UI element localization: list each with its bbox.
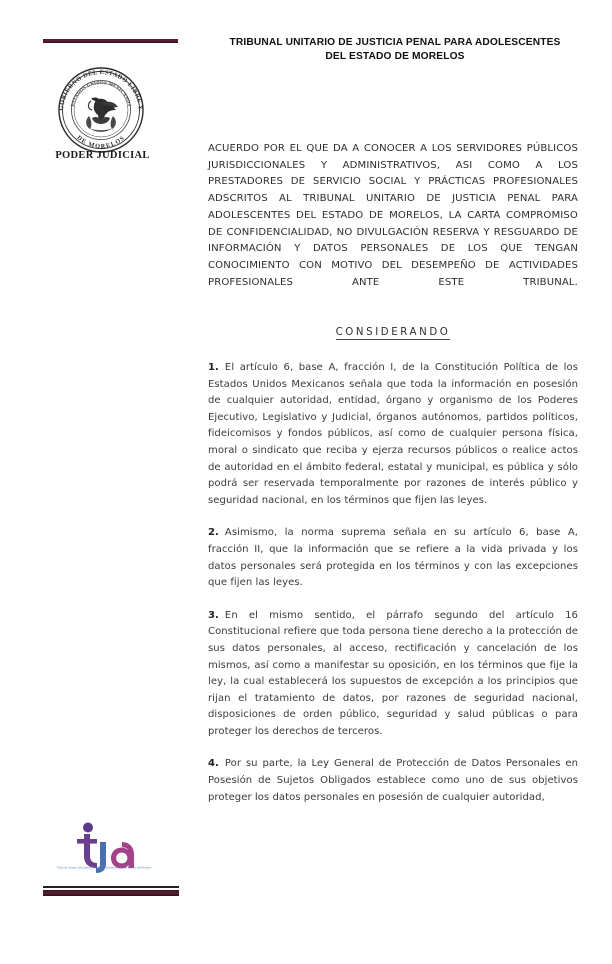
considerando-text: El artículo 6, base A, fracción I, de la Constitución Política de los Estados Unidos Mexicanos señala que toda la información en posesión de cualquier autoridad, entidad, órgano y organismo de los Poderes Ejecutivo, Legislativo y Judicial, órganos autónomos, partidos políticos, fideicomisos y fondos públicos, así como de cualquier persona física, moral o sindicato que reciba y ejerza recursos públicos o realice actos de autoridad en el ámbito federal, estatal y municipal, es pública y sólo podrá ser reservada temporalmente por razones de interés público y seguridad nacional, en los términos que fijen las leyes. <box>208 362 578 506</box>
considerando-number: 3. <box>208 609 219 621</box>
top-rule-divider <box>43 39 178 43</box>
considerandos-list <box>208 360 578 822</box>
considerando-text: En el mismo sentido, el párrafo segundo del artículo 16 Constitucional refiere que toda persona tiene derecho a la protección de sus datos personales, al acceso, rectificación y cancelación de los mismos, así como a manifestar su oposición, en los términos que fije la ley, la cual establecerá los supuestos de excepción a los principios que rijan el tratamiento de datos, por razones de seguridad nacional, disposiciones de orden público, seguridad y salud públicas o para proteger los derechos de terceros. <box>208 609 578 737</box>
considerando-text: Asimismo, la norma suprema señala en su artículo 6, base A, fracción II, que la información que se refiere a la vida privada y los datos personales será protegida en los términos y con las excepciones que fijen las leyes. <box>208 527 578 589</box>
considerando-item <box>208 608 578 741</box>
svg-text:GOBIERNO DEL ESTADO LIBRE Y: GOBIERNO DEL ESTADO LIBRE Y <box>57 68 145 111</box>
section-heading <box>208 327 578 338</box>
institution-label: PODER JUDICIAL <box>55 150 150 161</box>
considerando-number: 4. <box>208 758 219 770</box>
considerando-item <box>208 525 578 591</box>
considerando-number: 1. <box>208 362 219 373</box>
state-seal <box>51 60 151 160</box>
document-header-title: TRIBUNAL UNITARIO DE JUSTICIA PENAL PARA ADOLESCENTES DEL ESTADO DE MORELOS <box>229 37 561 62</box>
considerando-number: 2. <box>208 527 219 539</box>
intro-paragraph: ACUERDO POR EL QUE DA A CONOCER A LOS SERVIDORES PÚBLICOS JURISDICCIONALES Y ADMINISTRATIVOS, ASI COMO A LOS PRESTADORES DE SERVICIO SOCIAL Y PRÁCTICAS PROFESIONALES ADSCRITOS AL TRIBUNAL UNITARIO DE JUSTICIA PENAL PARA ADOLESCENTES DEL ESTADO DE MORELOS, LA CARTA COMPROMISO DE CONFIDENCIALIDAD, NO DIVULGACIÓN RESERVA Y RESGUARDO DE INFORMACIÓN Y DATOS PERSONALES DE LOS QUE TENGAN CONOCIMIENTO CON MOTIVO DEL DESEMPEÑO DE ACTIVIDADES PROFESIONALES ANTE ESTE TRIBUNAL. <box>208 143 578 288</box>
section-heading-text: CONSIDERANDO <box>335 327 451 338</box>
bottom-rule-thin <box>43 886 179 888</box>
document-body <box>208 0 578 964</box>
considerando-item <box>208 360 578 509</box>
considerando-text: Por su parte, la Ley General de Protección de Datos Personales en Posesión de Sujetos Obligados establece como uno de sus objetivos proteger los datos personales en posesión de cualquier autoridad, <box>208 758 578 803</box>
tja-logo-caption: Tribunal Unitario de Justicia Penal para Adolescentes del Estado de Morelos <box>57 866 151 870</box>
considerando-item <box>208 756 578 806</box>
svg-text:ESTADOS UNIDOS MEXICANOS: ESTADOS UNIDOS MEXICANOS <box>69 79 133 107</box>
svg-text:DE MORELOS: DE MORELOS <box>75 134 127 151</box>
bottom-rule-thick <box>43 890 179 896</box>
left-sidebar <box>0 0 205 964</box>
